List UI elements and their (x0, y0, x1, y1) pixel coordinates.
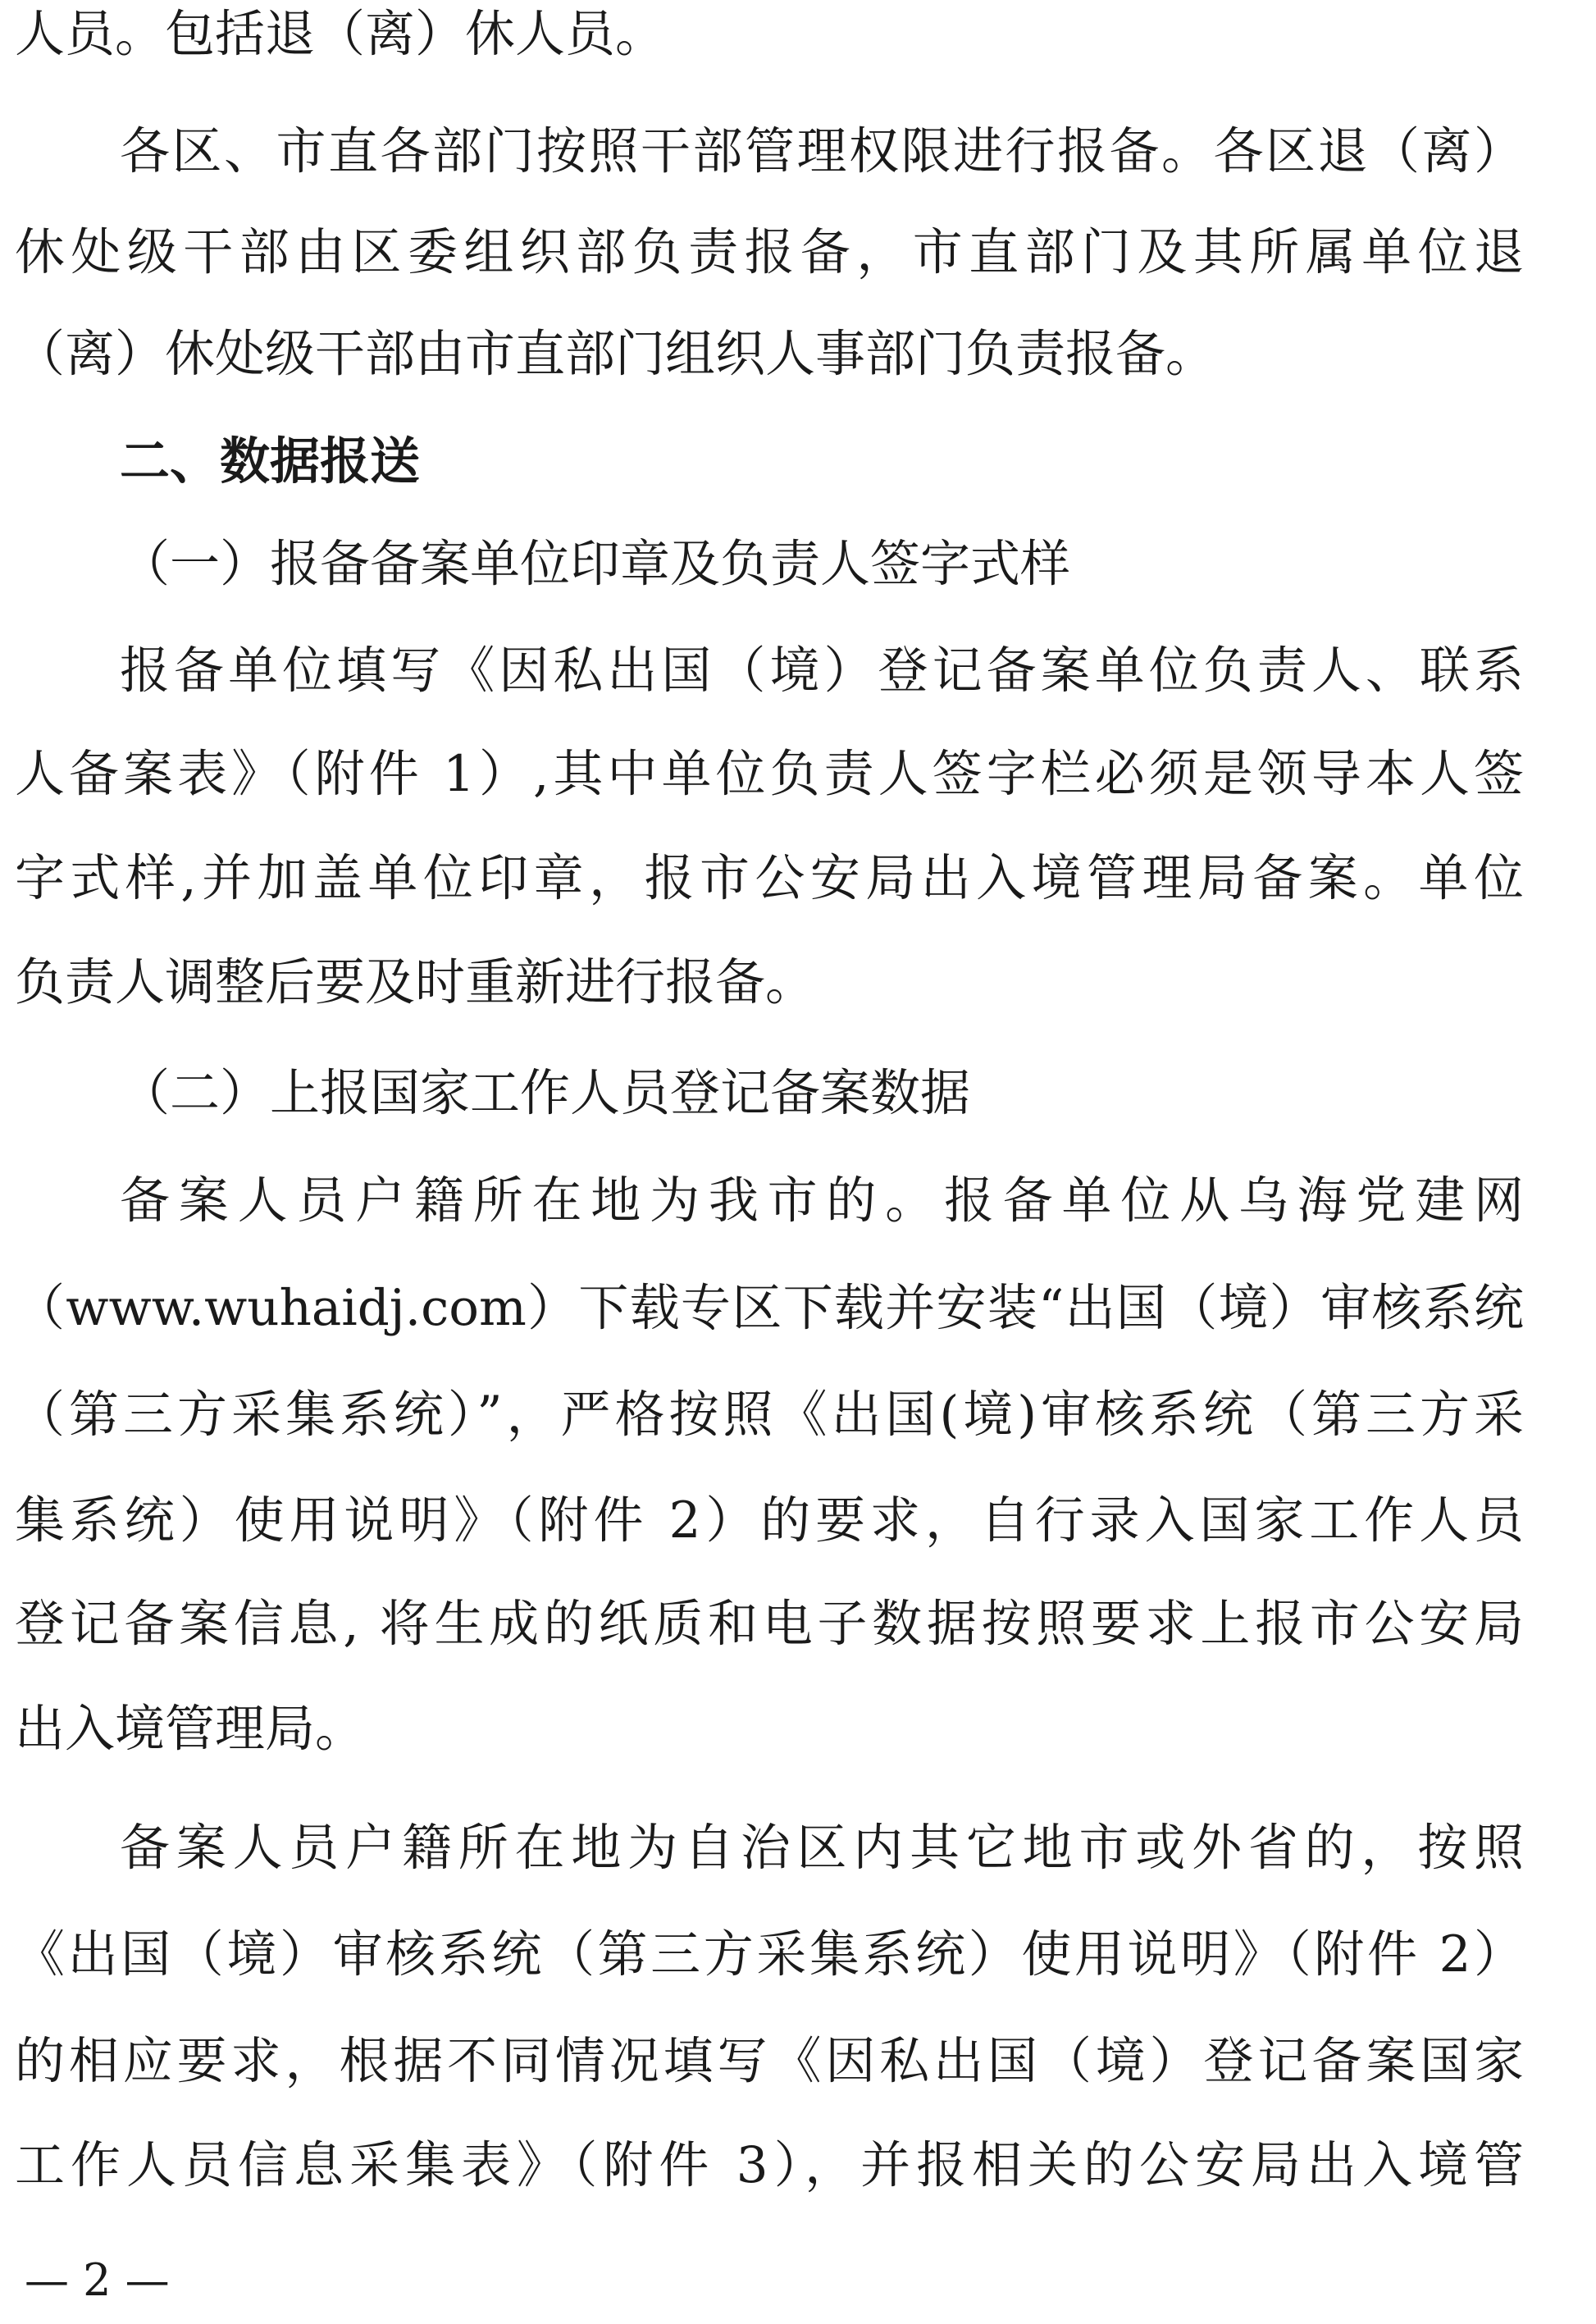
page-number: — 2 — (25, 2254, 170, 2306)
text-line: 登记备案信息, 将生成的纸质和电子数据按照要求上报市公安局 (15, 1595, 1524, 1653)
text-line: 出入境管理局。 (15, 1700, 366, 1758)
subsection-heading: （二）上报国家工作人员登记备案数据 (120, 1064, 971, 1122)
text-line: 休处级干部由区委组织部负责报备，市直部门及其所属单位退 (15, 223, 1524, 281)
text-line: 备案人员户籍所在地为自治区内其它地市或外省的，按照 (120, 1819, 1524, 1877)
text-line: 人员。包括退（离）休人员。 (15, 5, 666, 63)
text-line: 各区、市直各部门按照干部管理权限进行报备。各区退（离） (120, 122, 1524, 180)
text-line: 的相应要求，根据不同情况填写《因私出国（境）登记备案国家 (15, 2032, 1524, 2090)
subsection-heading: （一）报备备案单位印章及负责人签字式样 (120, 535, 1071, 593)
text-line: 《出国（境）审核系统（第三方采集系统）使用说明》（附件 2） (15, 1925, 1524, 1984)
text-line: （www.wuhaidj.com）下载专区下载并安装“出国（境）审核系统 (15, 1279, 1524, 1337)
section-heading: 二、数据报送 (120, 432, 421, 491)
text-line: 报备单位填写《因私出国（境）登记备案单位负责人、联系 (120, 641, 1524, 700)
text-line: 字式样,并加盖单位印章，报市公安局出入境管理局备案。单位 (15, 849, 1524, 907)
text-line: （第三方采集系统）”，严格按照《出国(境)审核系统（第三方采 (15, 1386, 1524, 1444)
text-line: 备案人员户籍所在地为我市的。报备单位从乌海党建网 (120, 1171, 1524, 1230)
text-line: 集系统）使用说明》（附件 2）的要求，自行录入国家工作人员 (15, 1491, 1524, 1550)
text-line: （离）休处级干部由市直部门组织人事部门负责报备。 (15, 325, 1216, 383)
text-line: 人备案表》（附件 1）,其中单位负责人签字栏必须是领导本人签 (15, 745, 1524, 803)
text-line: 负责人调整后要及时重新进行报备。 (15, 953, 816, 1011)
text-line: 工作人员信息采集表》（附件 3），并报相关的公安局出入境管 (15, 2136, 1524, 2194)
